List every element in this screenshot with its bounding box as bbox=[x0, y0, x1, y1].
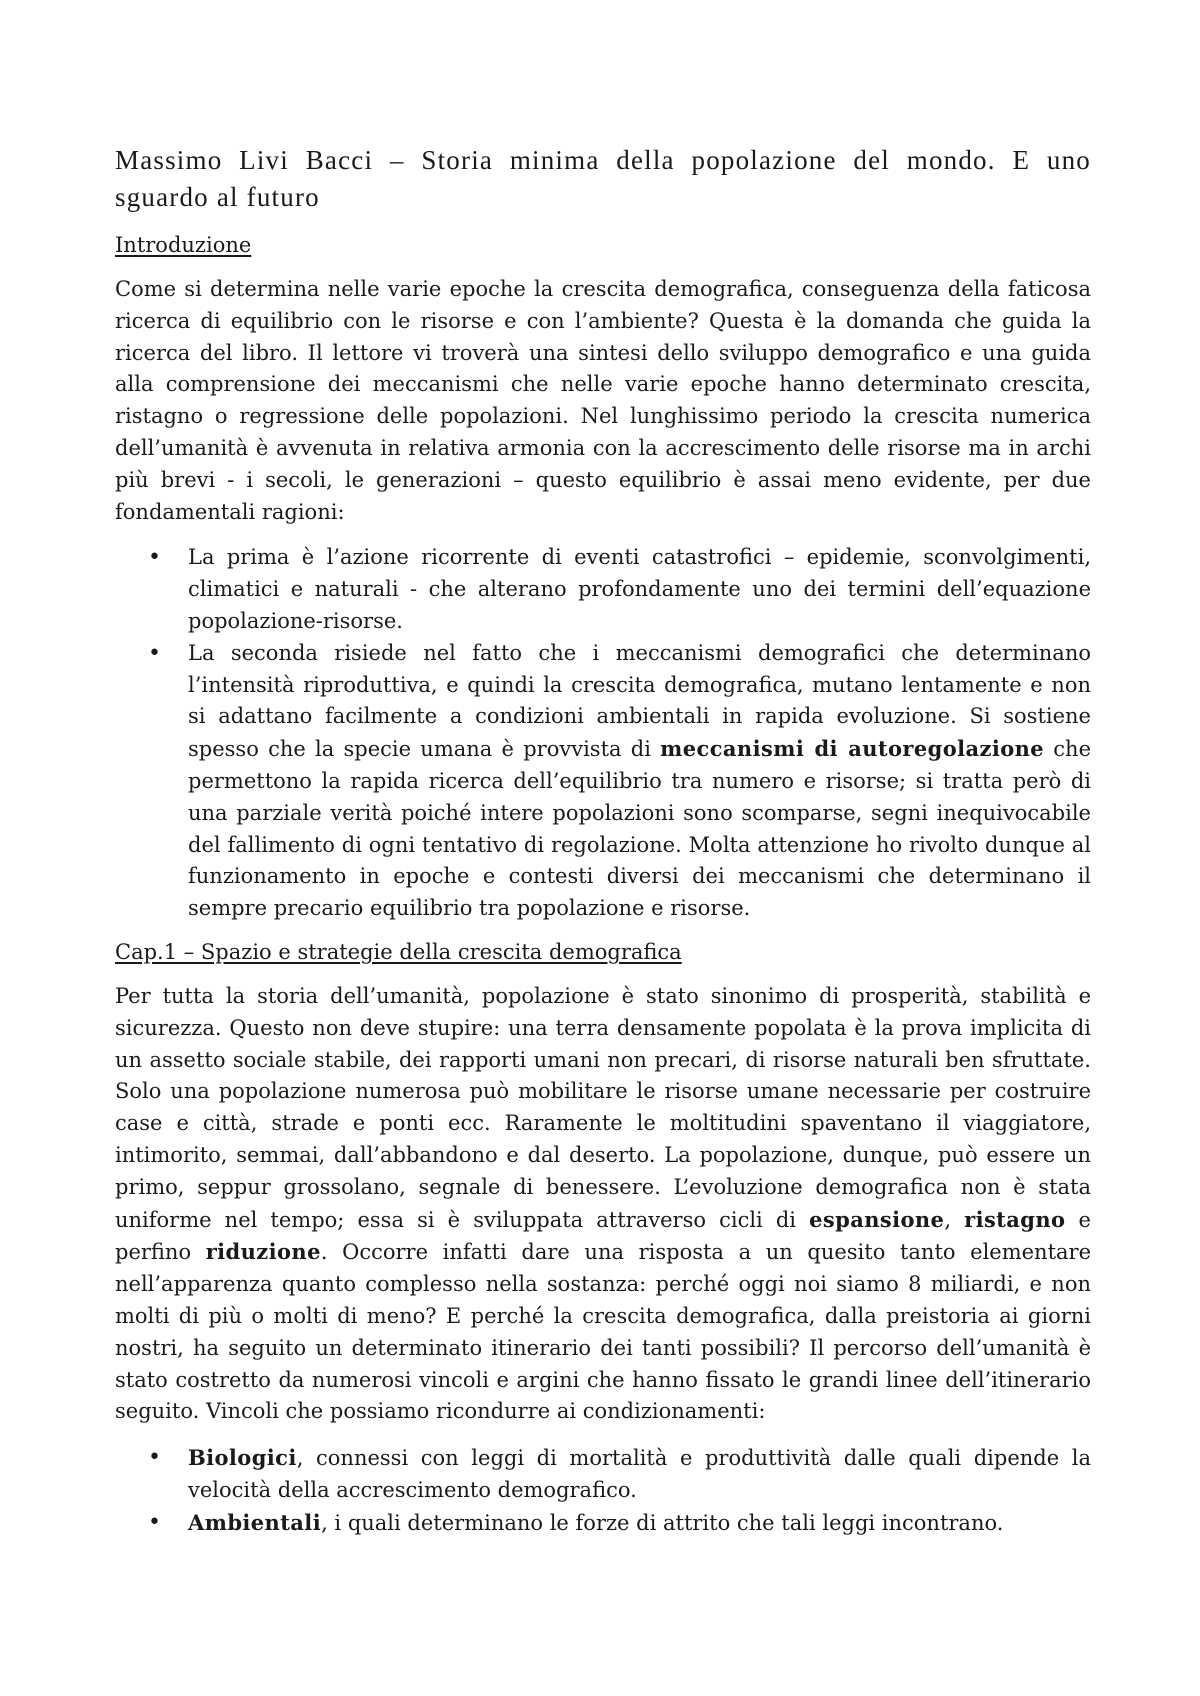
paragraph-text: e perfino bbox=[115, 1207, 1091, 1265]
bold-term: espansione bbox=[809, 1206, 945, 1232]
document-title: Massimo Livi Bacci – Storia minima della popolazione del mondo. E uno sguardo al futuro bbox=[115, 145, 1091, 212]
list-item: • La prima è l’azione ricorrente di eventi catastrofici – epidemie, sconvolgimenti, climatici e naturali - che alterano profondamente uno dei termini dell’equazione popolazione-risorse. bbox=[188, 542, 1091, 637]
bold-term: ristagno bbox=[964, 1206, 1066, 1232]
list-item-text: La seconda risiede nel fatto che i meccanismi demografici che determinano l’intensità riproduttiva, e quindi la crescita demografica, mutano lentamente e non si adattano facilmente a condizioni ambientali in rapida evoluzione. Si sostiene spesso che la specie umana è provvista di bbox=[188, 640, 1091, 762]
list-item-text: , i quali determinano le forze di attrito che tali leggi incontrano. bbox=[321, 1510, 1004, 1535]
bold-term: Biologici bbox=[188, 1445, 297, 1471]
chapter1-bullet-list bbox=[115, 1442, 1091, 1539]
section-heading-cap1: Cap.1 – Spazio e strategie della crescita demografica bbox=[115, 939, 682, 964]
chapter1-paragraph bbox=[115, 981, 1091, 1428]
list-item bbox=[188, 1442, 1091, 1507]
intro-paragraph: Come si determina nelle varie epoche la crescita demografica, conseguenza della faticosa ricerca di equilibrio con le risorse e con l’ambiente? Questa è la domanda che guida la ricerca del libro. Il lettore vi troverà una sintesi dello sviluppo demografico e una guida alla comprensione dei meccanismi che nelle varie epoche hanno determinato crescita, ristagno o regressione delle popolazioni. Nel lunghissimo periodo la crescita numerica dell’umanità è avvenuta in relativa armonia con la accrescimento delle risorse ma in archi più brevi - i secoli, le generazioni – questo equilibrio è assai meno evidente, per due fondamentali ragioni: bbox=[115, 277, 1091, 524]
section-heading-introduzione: Introduzione bbox=[115, 233, 252, 257]
paragraph-text: . Occorre infatti dare una risposta a un quesito tanto elementare nell’apparenza quanto complesso nella sostanza: perché oggi noi siamo 8 miliardi, e non molti di più o molti di meno? E perché la crescita demografica, dalla preistoria ai giorni nostri, ha seguito un determinato itinerario dei tanti possibili? Il percorso dell’umanità è stato costretto da numerosi vincoli e argini che hanno fissato le grandi linee dell’itinerario seguito. Vincoli che possiamo ricondurre ai condizionamenti: bbox=[115, 1240, 1091, 1424]
bold-term: riduzione bbox=[205, 1239, 321, 1265]
list-item bbox=[188, 638, 1091, 925]
bold-term: meccanismi di autoregolazione bbox=[660, 736, 1045, 762]
paragraph-text: Per tutta la storia dell’umanità, popolazione è stato sinonimo di prosperità, stabilità e sicurezza. Questo non deve stupire: una terra densamente popolata è la prova implicita di un assetto sociale stabile, dei rapporti umani non precari, di risorse naturali ben sfruttate. Solo una popolazione numerosa può mobilitare le risorse umane necessarie per costruire case e città, strade e ponti ecc. Raramente le moltitudini spaventano il viaggiatore, intimorito, semmai, dall’abbandono e dal deserto. La popolazione, dunque, può essere un primo, seppur grossolano, segnale di benessere. L’evoluzione demografica non è stata uniforme nel tempo; essa si è sviluppata attraverso cicli di bbox=[115, 983, 1091, 1232]
list-item bbox=[188, 1507, 1091, 1540]
paragraph-text: , bbox=[944, 1207, 965, 1232]
bold-term: Ambientali bbox=[188, 1509, 322, 1535]
list-item-text: , connessi con leggi di mortalità e produttività dalle quali dipende la velocità della accrescimento demografico. bbox=[188, 1446, 1091, 1502]
intro-bullet-list bbox=[115, 542, 1091, 925]
list-item-text: che permettono la rapida ricerca dell’equilibrio tra numero e risorse; si tratta però di una parziale verità poiché intere popolazioni sono scomparse, segni inequivocabile del fallimento di ogni tentativo di regolazione. Molta attenzione ho rivolto dunque al funzionamento in epoche e contesti diversi dei meccanismi che determinano il sempre precario equilibrio tra popolazione e risorse. bbox=[188, 737, 1092, 921]
